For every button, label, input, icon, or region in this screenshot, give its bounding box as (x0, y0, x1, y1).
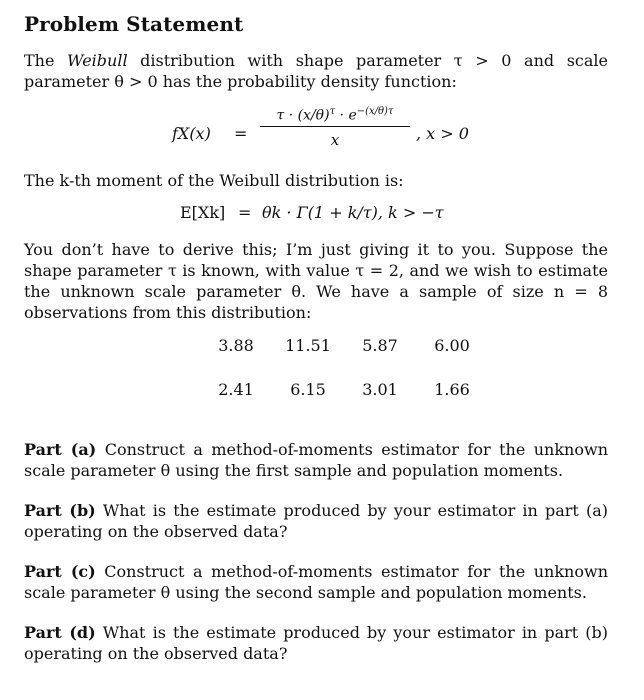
sample-row (200, 323, 488, 367)
moment-equals: = (238, 203, 252, 222)
pdf-equals: = (234, 124, 248, 143)
pdf-denominator: x (330, 130, 340, 149)
part-c-label: Part (c) (24, 562, 96, 581)
intro-prefix: The (24, 51, 68, 70)
sample-value: 6.15 (290, 379, 326, 399)
part-d-label: Part (d) (24, 623, 96, 642)
intro-text: distribution with shape parameter τ > 0 and scale parameter θ > 0 has the probability density function: (24, 51, 609, 91)
sample-value: 11.51 (285, 335, 331, 355)
moment-intro: The k-th moment of the Weibull distribution is: (24, 171, 404, 190)
pdf-numerator: $\tau \cdot (x/\theta)^\tau \cdot e^{-(x/\theta)\tau}$ (260, 106, 410, 127)
intro-paragraph (24, 50, 608, 92)
part-a (24, 439, 608, 481)
sample-row (200, 367, 488, 411)
part-b (24, 500, 608, 542)
part-a-text: Construct a method-of-moments estimator for the unknown scale parameter θ using the first sample and population moments. (24, 440, 608, 480)
pdf-equation (24, 106, 608, 162)
moment-rhs: θk · Γ(1 + k/τ), k > −τ (262, 203, 444, 222)
pdf-condition: , x > 0 (416, 124, 469, 143)
sample-value: 5.87 (362, 335, 398, 355)
sample-value: 6.00 (434, 335, 470, 355)
sample-value: 2.41 (218, 379, 254, 399)
sample-value: 3.88 (218, 335, 254, 355)
document-page (24, 12, 608, 664)
part-b-label: Part (b) (24, 501, 96, 520)
part-c-text: Construct a method-of-moments estimator for the unknown scale parameter θ using the second sample and population moments. (24, 562, 608, 602)
sample-value: 1.66 (434, 379, 470, 399)
part-d-text: What is the estimate produced by your estimator in part (b) operating on the observed data? (24, 623, 608, 663)
sample-value: 3.01 (362, 379, 398, 399)
setup-paragraph: You don’t have to derive this; I’m just giving it to you. Suppose the shape parameter τ is known, with value τ = 2, and we wish to estimate the unknown scale parameter θ. We have a sample of size n = 8 observations from this distribution: (24, 240, 608, 322)
sample-table (200, 323, 488, 411)
distribution-name: Weibull (67, 51, 128, 70)
part-a-label: Part (a) (24, 440, 97, 459)
part-b-text: What is the estimate produced by your estimator in part (a) operating on the observed data? (24, 501, 608, 541)
moment-lhs: E[Xk] (180, 203, 226, 222)
moment-equation (24, 197, 608, 231)
page-title: Problem Statement (24, 12, 244, 36)
pdf-fraction (260, 106, 410, 149)
pdf-lhs: fX(x) (172, 124, 211, 143)
part-d (24, 622, 608, 664)
part-c (24, 561, 608, 603)
